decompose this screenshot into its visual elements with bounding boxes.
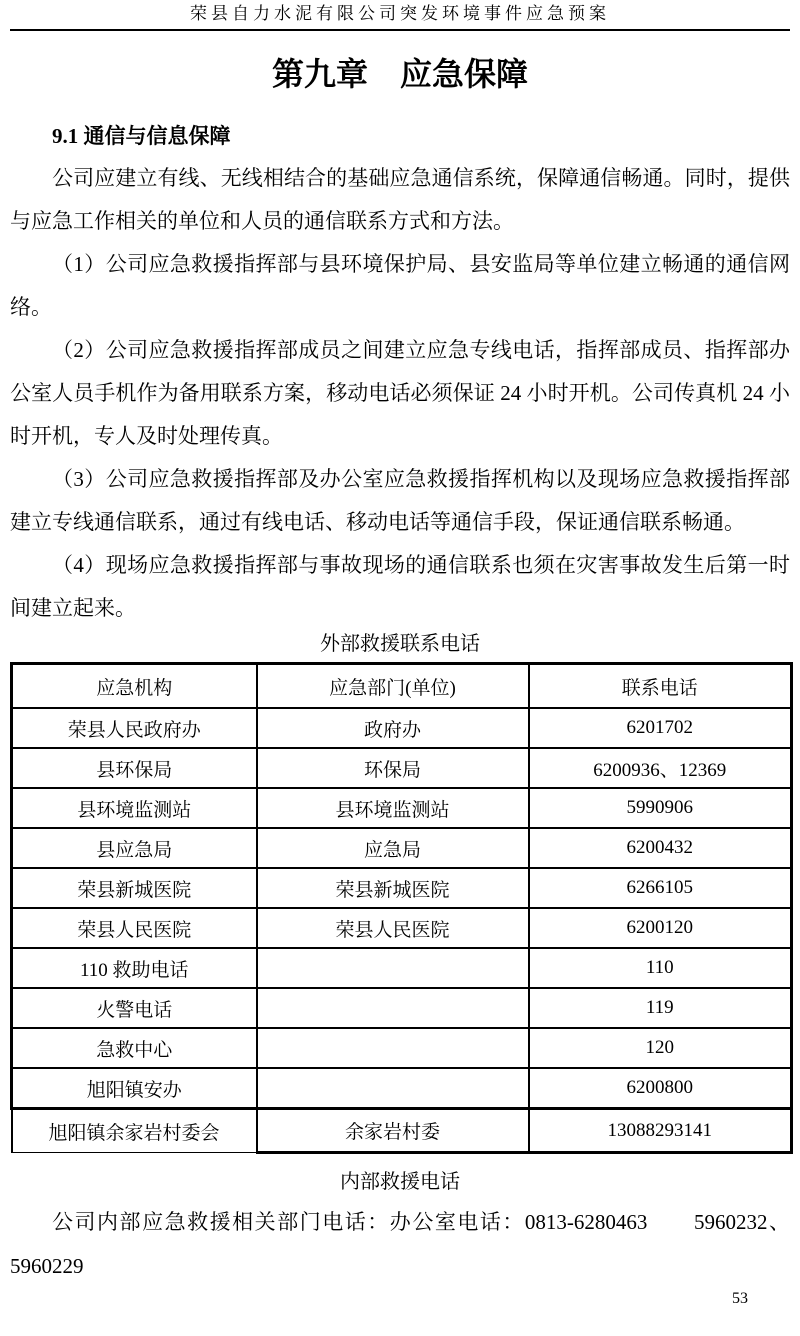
column-header-agency: 应急机构 (12, 664, 257, 709)
table-cell: 13088293141 (529, 1109, 792, 1153)
table-cell: 119 (529, 988, 792, 1028)
internal-phones-paragraph: 公司内部应急救援相关部门电话：办公室电话：0813-6280463 5960232、5960229 (10, 1210, 790, 1278)
table-cell: 荣县新城医院 (12, 868, 257, 908)
table-row (12, 1068, 792, 1109)
table-body (12, 708, 792, 1153)
table-cell: 急救中心 (12, 1028, 257, 1068)
table-cell: 6266105 (529, 868, 792, 908)
paragraph-item-1: （1）公司应急救援指挥部与县环境保护局、县安监局等单位建立畅通的通信网络。 (10, 252, 790, 319)
table-cell: 余家岩村委 (257, 1109, 529, 1153)
table-row (12, 828, 792, 868)
external-table-title: 外部救援联系电话 (320, 633, 480, 655)
column-header-phone: 联系电话 (529, 664, 792, 709)
table-cell: 120 (529, 1028, 792, 1068)
table-header-row (12, 664, 792, 709)
table-cell: 荣县人民政府办 (12, 708, 257, 748)
table-cell: 6200800 (529, 1068, 792, 1109)
table-row (12, 708, 792, 748)
table-cell: 政府办 (257, 708, 529, 748)
section-body (10, 157, 790, 630)
table-cell: 县应急局 (12, 828, 257, 868)
table-cell: 县环保局 (12, 748, 257, 788)
table-cell: 县环境监测站 (257, 788, 529, 828)
external-contacts-table (10, 662, 793, 1154)
table-cell: 5990906 (529, 788, 792, 828)
chapter-title: 第九章 应急保障 (271, 56, 528, 92)
column-header-department: 应急部门(单位) (257, 664, 529, 709)
table-cell: 旭阳镇余家岩村委会 (12, 1109, 257, 1153)
table-cell: 火警电话 (12, 988, 257, 1028)
paragraph-intro: 公司应建立有线、无线相结合的基础应急通信系统，保障通信畅通。同时，提供与应急工作相关的单位和人员的通信联系方式和方法。 (10, 166, 790, 233)
table-cell (257, 988, 529, 1028)
paragraph-item-2: （2）公司应急救援指挥部成员之间建立应急专线电话，指挥部成员、指挥部办公室人员手机作为备用联系方案，移动电话必须保证 24 小时开机。公司传真机 24 小时开机，专人及时处理传真。 (10, 338, 790, 448)
document-header: 荣县自力水泥有限公司突发环境事件应急预案 (10, 4, 790, 31)
table-cell (257, 948, 529, 988)
table-row (12, 948, 792, 988)
table-cell: 旭阳镇安办 (12, 1068, 257, 1109)
table-row (12, 988, 792, 1028)
table-cell: 6200120 (529, 908, 792, 948)
paragraph-item-3: （3）公司应急救援指挥部及办公室应急救援指挥机构以及现场应急救援指挥部建立专线通信联系，通过有线电话、移动电话等通信手段，保证通信联系畅通。 (10, 467, 790, 534)
section-heading: 9.1 通信与信息保障 (52, 124, 231, 148)
table-cell (257, 1028, 529, 1068)
table-cell: 荣县新城医院 (257, 868, 529, 908)
table-cell: 县环境监测站 (12, 788, 257, 828)
table-cell: 6200432 (529, 828, 792, 868)
table-cell (257, 1068, 529, 1109)
table-cell: 110 救助电话 (12, 948, 257, 988)
table-row (12, 908, 792, 948)
table-cell: 110 (529, 948, 792, 988)
page-number: 53 (732, 1290, 748, 1307)
table-row (12, 1109, 792, 1153)
paragraph-item-4: （4）现场应急救援指挥部与事故现场的通信联系也须在灾害事故发生后第一时间建立起来。 (10, 553, 790, 620)
table-row (12, 868, 792, 908)
table-cell: 6200936、12369 (529, 748, 792, 788)
table-cell: 荣县人民医院 (12, 908, 257, 948)
table-row (12, 1028, 792, 1068)
table-cell: 荣县人民医院 (257, 908, 529, 948)
table-cell: 环保局 (257, 748, 529, 788)
table-row (12, 788, 792, 828)
table-cell: 应急局 (257, 828, 529, 868)
table-cell: 6201702 (529, 708, 792, 748)
internal-table-title: 内部救援电话 (340, 1171, 460, 1193)
table-row (12, 748, 792, 788)
